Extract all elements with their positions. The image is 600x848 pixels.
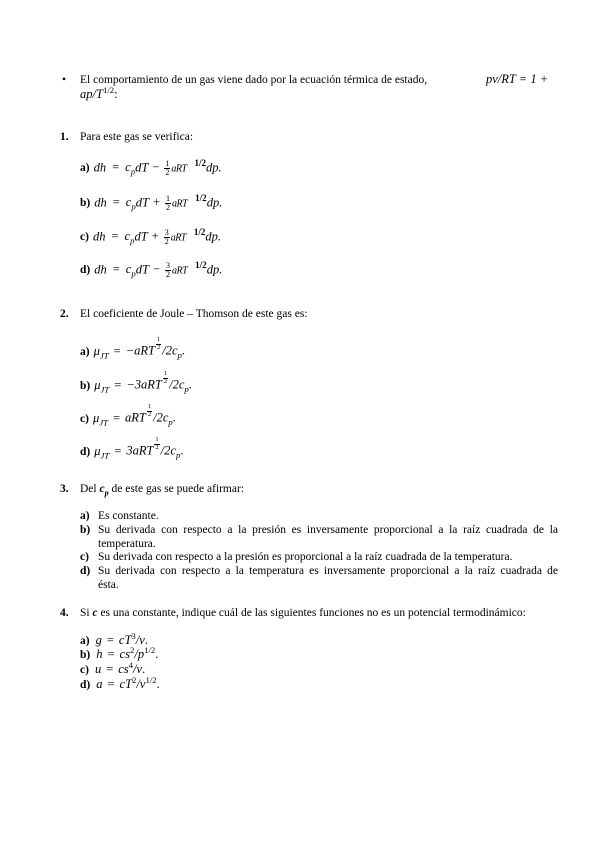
exponent: 1/2 — [195, 193, 207, 204]
equals: = — [112, 410, 121, 425]
q2-option-a — [80, 337, 185, 359]
intro-eq-sup: 1/2 — [102, 84, 115, 95]
option-line1: Su derivada con respecto a la presión es proporcional a la raíz cuadrada de la temperatura. — [98, 551, 513, 563]
mu-jt — [94, 444, 109, 458]
exponent: 1/2 — [194, 158, 207, 169]
cp-sub: p — [130, 235, 135, 246]
cp-base: c — [125, 160, 131, 175]
mid: /v — [136, 677, 146, 691]
expression: aRT — [125, 410, 146, 425]
q2-option-c — [80, 404, 176, 426]
q3-number: 3. — [60, 483, 69, 495]
fraction-den: 2 — [166, 270, 170, 279]
option-line2: temperatura. — [98, 538, 156, 551]
base: cT — [118, 633, 132, 647]
fraction-den: 2 — [164, 237, 169, 246]
option-text — [98, 523, 558, 552]
lhs: dh — [94, 262, 107, 277]
tail: /2c — [153, 410, 169, 425]
base: cT — [119, 677, 133, 691]
cp-base: c — [124, 229, 131, 244]
equals: = — [112, 160, 120, 175]
option-label: c) — [80, 412, 89, 425]
sup1: 2 — [132, 674, 137, 685]
intro-eq-main: ap/T — [80, 87, 103, 101]
q3-option-b — [80, 523, 558, 552]
end: . — [180, 443, 184, 458]
cp-base: c — [125, 262, 132, 277]
mu-jt — [93, 411, 108, 425]
base: cs — [119, 647, 130, 661]
exponent-fraction — [163, 371, 168, 385]
lhs: dh — [93, 160, 107, 175]
fraction-den: 2 — [166, 203, 170, 212]
option-label: d) — [80, 445, 91, 458]
operator: + — [152, 195, 160, 210]
sup1: 2 — [129, 644, 135, 655]
option-label: b) — [80, 197, 91, 210]
exponent: 1/2 — [195, 260, 207, 271]
dp: dp. — [206, 262, 223, 277]
end: . — [142, 662, 146, 676]
lhs: dh — [92, 229, 106, 244]
equals: = — [106, 633, 114, 647]
mu-jt — [94, 344, 109, 358]
sup1: 4 — [128, 659, 134, 670]
exp-num: 1 — [156, 336, 161, 343]
q3-post: de este gas se puede afirmar: — [111, 483, 245, 495]
lhs: a — [96, 677, 103, 691]
option-label: c) — [80, 664, 89, 676]
equals: = — [114, 443, 122, 458]
option-label: b) — [80, 524, 91, 536]
end: . — [144, 633, 148, 647]
q1-text: Para este gas se verifica: — [80, 131, 194, 143]
exponent-fraction — [147, 404, 152, 418]
q1-option-c — [80, 229, 221, 246]
end: . — [155, 647, 159, 661]
equals: = — [106, 662, 114, 676]
end: . — [172, 410, 176, 425]
option-label: a) — [80, 635, 90, 647]
exp-num: 1 — [163, 370, 168, 377]
mu-sub: JT — [100, 384, 110, 394]
tail: /2c — [162, 343, 178, 358]
cp-sub: p — [131, 268, 136, 279]
option-label: c) — [80, 551, 89, 563]
q4-text — [80, 606, 526, 620]
q1-option-d — [80, 262, 222, 279]
aRT: aRT — [172, 198, 188, 210]
cp-term — [124, 229, 135, 246]
expression: −3aRT — [126, 377, 162, 392]
q2-option-b — [80, 371, 192, 393]
q3-pre: Del — [80, 483, 97, 495]
aRT: aRT — [170, 232, 186, 244]
option-label: a) — [80, 162, 90, 175]
equals: = — [113, 343, 121, 358]
mu-jt — [94, 378, 109, 392]
exp-den: 2 — [147, 410, 152, 418]
lhs: dh — [94, 195, 107, 210]
fraction-den: 2 — [165, 168, 170, 177]
exp-den: 2 — [163, 377, 168, 385]
equals: = — [107, 647, 115, 661]
q3-symbol: $c_p$ — [99, 483, 109, 498]
tail-sub: p — [175, 450, 181, 460]
intro-bullet: • — [62, 74, 67, 86]
equals: = — [112, 195, 120, 210]
sup2: 1/2 — [144, 644, 156, 655]
q1-option-b — [80, 195, 222, 212]
equals: = — [107, 677, 115, 691]
lhs: h — [96, 647, 103, 661]
option-label: a) — [80, 345, 90, 358]
dp: dp. — [206, 195, 223, 210]
dp: dp. — [206, 160, 222, 175]
q4-pre: Si — [80, 607, 90, 619]
fraction — [164, 229, 170, 246]
operator: − — [152, 160, 160, 175]
cp-term — [125, 160, 136, 177]
base: cs — [118, 662, 129, 676]
equals: = — [114, 377, 122, 392]
q1-option-a — [80, 160, 222, 177]
fraction — [164, 160, 170, 177]
q3-option-a — [80, 509, 558, 523]
exponent: 1/2 — [193, 227, 206, 238]
option-label: b) — [80, 649, 91, 661]
exp-den: 2 — [156, 343, 161, 351]
q3-option-d — [80, 564, 558, 593]
mu-base: μ — [94, 443, 101, 458]
fraction — [165, 195, 171, 212]
operator: + — [151, 229, 159, 244]
option-text — [98, 509, 558, 523]
option-line1: Es constante. — [98, 510, 159, 522]
tail-sub: p — [184, 384, 189, 394]
fraction — [165, 262, 171, 279]
option-text — [98, 564, 558, 593]
option-label: d) — [80, 679, 91, 691]
option-label: a) — [80, 510, 90, 522]
option-line2: ésta. — [98, 579, 119, 592]
option-label: b) — [80, 379, 91, 392]
option-label: c) — [80, 231, 89, 244]
sup2: 1/2 — [145, 674, 157, 685]
expression: 3aRT — [126, 443, 154, 458]
dT: dT — [134, 229, 148, 244]
aRT: aRT — [171, 163, 187, 175]
cp-term — [125, 195, 136, 212]
end: . — [156, 677, 160, 691]
q3-text — [80, 482, 244, 496]
cp-base: c — [125, 195, 132, 210]
intro-eq-end: : — [114, 87, 118, 101]
option-label: d) — [80, 264, 91, 277]
intro-equation-line2 — [80, 84, 118, 103]
mu-base: μ — [93, 343, 100, 358]
tail: /2c — [160, 443, 176, 458]
mu-sub: JT — [99, 350, 109, 360]
q4-symbol: c — [92, 607, 98, 619]
lhs: g — [95, 633, 102, 647]
fraction-num: 1 — [166, 194, 170, 203]
fraction-num: 3 — [166, 261, 170, 270]
equals: = — [111, 229, 119, 244]
equals: = — [112, 262, 120, 277]
q2-text: El coeficiente de Joule – Thomson de este gas es: — [80, 308, 308, 320]
option-text — [98, 550, 558, 564]
dp: dp. — [205, 229, 222, 244]
fraction-num: 1 — [165, 159, 170, 168]
end: . — [181, 343, 185, 358]
fraction-num: 3 — [164, 228, 169, 237]
q4-option-d — [80, 674, 160, 693]
q1-number: 1. — [60, 131, 69, 143]
intro-text: El comportamiento de un gas viene dado por la ecuación térmica de estado, — [80, 74, 428, 86]
operator: − — [152, 262, 160, 277]
cp-sub: p — [131, 201, 136, 212]
q2-option-d — [80, 437, 183, 459]
exponent-fraction — [154, 437, 159, 451]
exp-num: 1 — [155, 436, 159, 443]
q4-number: 4. — [60, 607, 69, 619]
exp-den: 2 — [155, 443, 159, 451]
tail-sub: p — [168, 417, 173, 427]
tail-sub: p — [177, 350, 182, 360]
dT: dT — [135, 195, 149, 210]
q2-number: 2. — [60, 308, 69, 320]
cp-sub: p — [130, 166, 136, 177]
cp-term — [125, 262, 136, 279]
option-line1: Su derivada con respecto a la presión es inversamente proporcional a la raíz cuadrada de la — [98, 524, 558, 536]
end: . — [188, 377, 192, 392]
mu-base: μ — [92, 410, 100, 425]
exponent-fraction — [156, 337, 161, 351]
q3-option-c — [80, 550, 558, 564]
mu-sub: JT — [100, 450, 110, 460]
dT: dT — [135, 262, 149, 277]
q4-option-b — [80, 644, 159, 663]
mu-base: μ — [94, 377, 101, 392]
aRT: aRT — [172, 265, 188, 277]
q4-post: es una constante, indique cuál de las siguientes funciones no es un potencial termodinámico: — [100, 607, 526, 619]
exp-num: 1 — [147, 403, 152, 410]
mu-sub: JT — [99, 417, 108, 427]
dT: dT — [135, 160, 149, 175]
mid: /v — [133, 662, 143, 676]
mid: /v — [135, 633, 145, 647]
option-label: d) — [80, 565, 91, 577]
sup1: 3 — [131, 630, 136, 641]
tail: /2c — [169, 377, 185, 392]
expression: −aRT — [125, 343, 155, 358]
mid: /p — [134, 647, 145, 661]
intro-equation-line1: pv/RT = 1 + — [486, 72, 549, 86]
option-line1: Su derivada con respecto a la temperatura es inversamente proporcional a la raíz cuadrada de — [98, 565, 558, 577]
lhs: u — [94, 662, 102, 676]
